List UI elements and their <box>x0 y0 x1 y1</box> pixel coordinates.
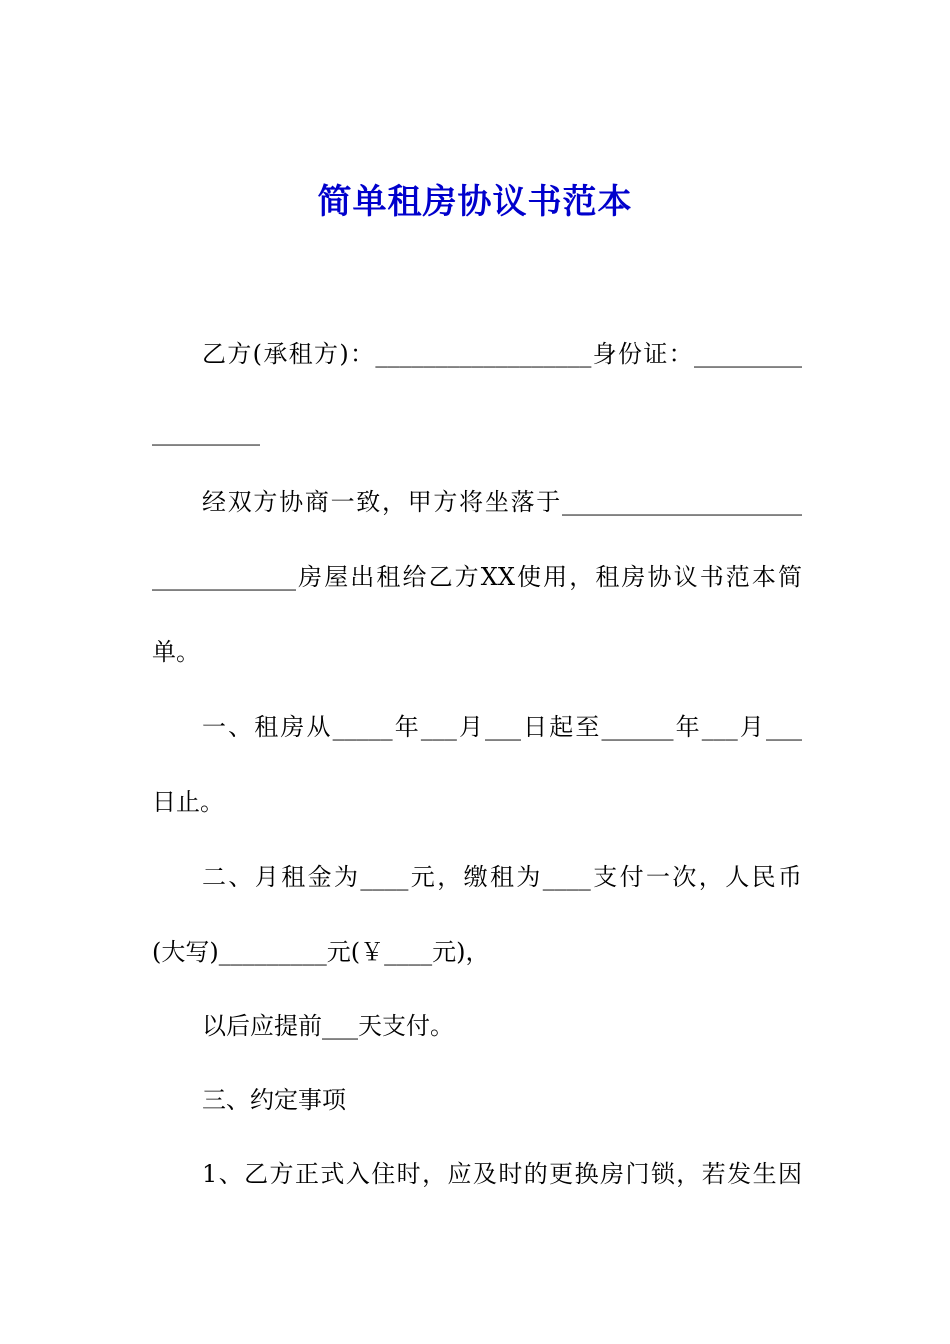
clause-one-line: 一、租房从_____年___月___日起至______年___月___ <box>202 713 802 741</box>
clause-three-item-one: 1、乙方正式入住时，应及时的更换房门锁，若发生因 <box>202 1160 802 1188</box>
paragraph-line-agreement-continued: ____________房屋出租给乙方XX使用，租房协议书范本简 <box>152 563 802 591</box>
clause-two-line: 二、月租金为____元，缴租为____支付一次，人民币 <box>202 863 802 891</box>
paragraph-line-agreement-end: 单。 <box>152 638 200 666</box>
clause-two-line-advance: 以后应提前___天支付。 <box>202 1012 454 1040</box>
document-title: 简单租房协议书范本 <box>317 182 633 222</box>
paragraph-line-tenant: 乙方(承租方)：__________________身份证：_________ <box>202 340 802 368</box>
clause-three-heading: 三、约定事项 <box>202 1086 346 1114</box>
paragraph-line-id-continued: _________ <box>152 418 260 446</box>
clause-two-line-amount: (大写)_________元(￥____元)， <box>152 938 490 966</box>
clause-one-line-end: 日止。 <box>152 788 224 816</box>
paragraph-line-agreement: 经双方协商一致，甲方将坐落于____________________ <box>202 488 802 516</box>
